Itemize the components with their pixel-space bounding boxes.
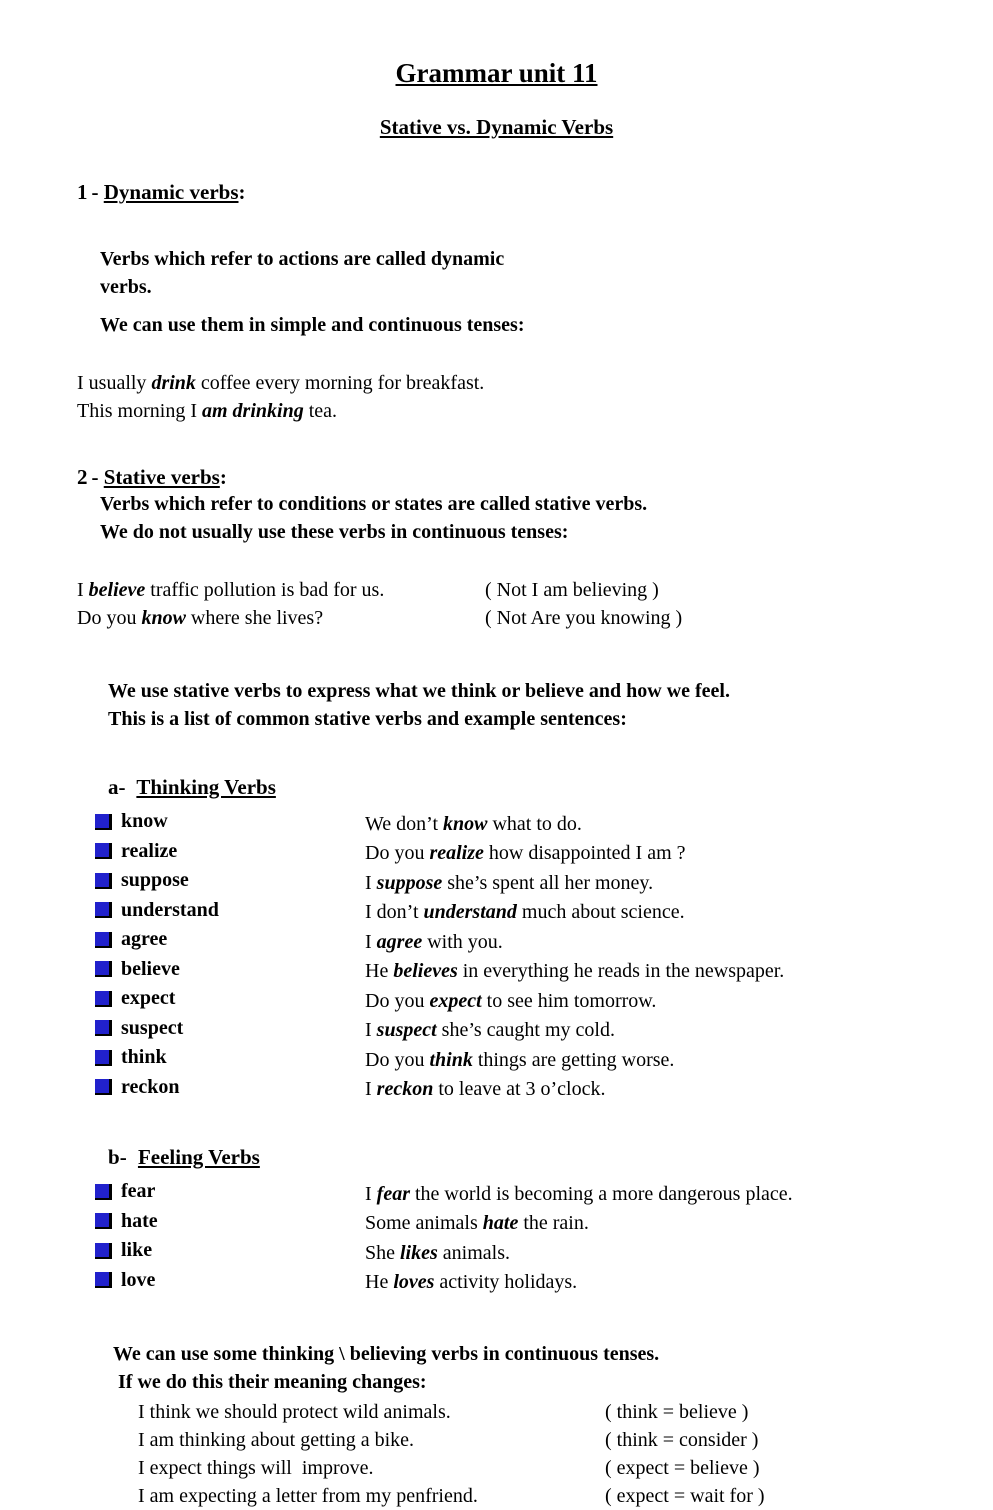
definition-line: We do not usually use these verbs in continuous tenses: bbox=[100, 521, 569, 543]
verb-label: know bbox=[121, 810, 168, 832]
definition-line: We can use them in simple and continuous tenses: bbox=[100, 314, 525, 336]
verb-row bbox=[0, 956, 993, 986]
sentence-post: how disappointed I am ? bbox=[483, 842, 686, 864]
verb-cell bbox=[95, 897, 365, 924]
section-dash: - bbox=[91, 180, 99, 204]
sentence-verb: am drinking bbox=[202, 400, 304, 422]
verb-label: love bbox=[121, 1268, 156, 1291]
bullet-square-icon bbox=[95, 932, 112, 948]
dynamic-examples bbox=[0, 369, 993, 425]
definition-line: Verbs which refer to conditions or states are called stative verbs. bbox=[100, 493, 648, 515]
verb-cell bbox=[95, 1178, 365, 1205]
verb-example bbox=[365, 1210, 993, 1237]
feeling-verbs-heading bbox=[0, 1145, 993, 1170]
verb-cell bbox=[95, 956, 365, 983]
sentence-post: in everything he reads in the newspaper. bbox=[457, 960, 785, 982]
stative-definition bbox=[0, 490, 993, 546]
sentence-verb: suppose bbox=[376, 871, 443, 894]
verb-cell bbox=[95, 985, 365, 1012]
verb-example bbox=[365, 1181, 993, 1208]
verb-example bbox=[365, 840, 993, 867]
sentence-verb: reckon bbox=[376, 1078, 434, 1100]
stative-summary bbox=[0, 677, 993, 733]
bullet-square-icon bbox=[95, 961, 112, 977]
bullet-square-icon bbox=[95, 814, 112, 830]
verb-row bbox=[0, 926, 993, 956]
verb-label: understand bbox=[121, 898, 219, 921]
bullet-square-icon bbox=[95, 1243, 112, 1259]
sentence-verb: loves bbox=[393, 1271, 435, 1293]
continuous-examples bbox=[0, 1398, 993, 1510]
sentence-pre: He bbox=[365, 960, 394, 982]
subsection-title: Thinking Verbs bbox=[136, 775, 276, 799]
sentence-post: where she lives? bbox=[185, 607, 324, 629]
example-sentence: I am thinking about getting a bike. bbox=[138, 1429, 415, 1451]
example-note: ( Not I am believing ) bbox=[485, 579, 659, 601]
subsection-letter: b- bbox=[108, 1145, 127, 1169]
sentence-post: what to do. bbox=[487, 812, 582, 835]
verb-row bbox=[0, 1044, 993, 1074]
example-note: ( think = believe ) bbox=[605, 1401, 749, 1423]
verb-row bbox=[0, 1178, 993, 1208]
example-sentence-row bbox=[138, 1454, 993, 1482]
verb-example bbox=[365, 1076, 993, 1103]
sentence-post: coffee every morning for breakfast. bbox=[195, 372, 485, 394]
sentence-post: to see him tomorrow. bbox=[481, 989, 657, 1012]
sentence-post: much about science. bbox=[516, 901, 685, 923]
verb-cell bbox=[95, 1044, 365, 1071]
sentence-pre: He bbox=[365, 1271, 394, 1293]
doc-title: Grammar unit 11 bbox=[395, 58, 598, 88]
section-number: 1 bbox=[77, 180, 88, 204]
example-note: ( think = consider ) bbox=[605, 1429, 759, 1451]
verb-example bbox=[365, 1047, 993, 1074]
example-sentence-row bbox=[138, 1482, 993, 1510]
verb-label: believe bbox=[121, 957, 180, 980]
sentence-pre: Do you bbox=[77, 607, 142, 629]
sentence-post: the rain. bbox=[518, 1212, 589, 1234]
sentence-verb: understand bbox=[423, 901, 517, 923]
bullet-square-icon bbox=[95, 902, 112, 918]
verb-cell bbox=[95, 1237, 365, 1264]
sentence-verb: believe bbox=[88, 579, 146, 601]
verb-label: hate bbox=[121, 1209, 158, 1232]
sentence-verb: fear bbox=[376, 1182, 410, 1205]
sentence-pre: I bbox=[365, 1078, 377, 1100]
sentence-post: tea. bbox=[303, 400, 338, 422]
example-sentence: I expect things will improve. bbox=[138, 1457, 374, 1479]
bullet-square-icon bbox=[95, 991, 112, 1007]
verb-row bbox=[0, 838, 993, 868]
sentence-verb: know bbox=[141, 607, 186, 629]
bullet-square-icon bbox=[95, 1272, 112, 1288]
feeling-verb-list bbox=[0, 1178, 993, 1296]
section-stative-heading bbox=[0, 465, 993, 490]
sentence-pre: I bbox=[365, 1182, 377, 1205]
verb-row bbox=[0, 867, 993, 897]
sentence-post: activity holidays. bbox=[434, 1271, 578, 1293]
section-colon: : bbox=[238, 180, 246, 204]
verb-row bbox=[0, 897, 993, 927]
sentence-pre: I bbox=[365, 1019, 377, 1041]
sentence-pre: I bbox=[77, 579, 89, 601]
verb-label: think bbox=[121, 1046, 167, 1068]
sentence-pre: I usually bbox=[77, 372, 152, 394]
sentence-verb: think bbox=[429, 1048, 473, 1071]
verb-cell bbox=[95, 838, 365, 865]
sentence-verb: realize bbox=[429, 842, 484, 864]
example-sentence: I think we should protect wild animals. bbox=[138, 1401, 451, 1423]
example-sentence-row bbox=[77, 576, 993, 604]
subsection-letter: a- bbox=[108, 775, 126, 799]
sentence-verb: suspect bbox=[376, 1019, 437, 1041]
verb-row bbox=[0, 985, 993, 1015]
verb-label: agree bbox=[121, 928, 168, 950]
sentence-verb: know bbox=[443, 812, 488, 835]
verb-cell bbox=[95, 1074, 365, 1101]
sentence-verb: drink bbox=[151, 372, 196, 394]
verb-label: reckon bbox=[121, 1075, 180, 1098]
sentence-verb: likes bbox=[400, 1241, 438, 1264]
verb-label: suppose bbox=[121, 869, 189, 891]
thinking-verbs-heading bbox=[0, 775, 993, 800]
sentence-post: traffic pollution is bad for us. bbox=[145, 579, 385, 601]
verb-label: fear bbox=[121, 1180, 156, 1202]
verb-cell bbox=[95, 926, 365, 953]
verb-example bbox=[365, 1017, 993, 1044]
example-note: ( Not Are you knowing ) bbox=[485, 607, 683, 629]
sentence-post: the world is becoming a more dangerous place. bbox=[410, 1182, 793, 1205]
example-sentence bbox=[77, 369, 993, 397]
verb-row bbox=[0, 1267, 993, 1297]
bullet-square-icon bbox=[95, 1184, 112, 1200]
sentence-pre: I don’t bbox=[365, 901, 424, 923]
sentence-pre: We don’t bbox=[365, 812, 444, 835]
summary-line: We use stative verbs to express what we think or believe and how we feel. bbox=[108, 680, 730, 702]
verb-row bbox=[0, 808, 993, 838]
sentence-pre: I bbox=[365, 930, 377, 953]
sentence-pre: She bbox=[365, 1241, 400, 1264]
verb-example bbox=[365, 929, 993, 956]
section-title: Stative verbs bbox=[103, 465, 220, 489]
verb-example bbox=[365, 870, 993, 897]
sentence-post: things are getting worse. bbox=[472, 1048, 675, 1071]
note-line: We can use some thinking \ believing verbs in continuous tenses. bbox=[113, 1343, 660, 1365]
sentence-pre: Do you bbox=[365, 842, 430, 864]
verb-row bbox=[0, 1074, 993, 1104]
sentence-pre: This morning I bbox=[77, 400, 202, 422]
verb-example bbox=[365, 1269, 993, 1296]
bullet-square-icon bbox=[95, 1020, 112, 1036]
section-dash: - bbox=[91, 465, 99, 489]
verb-cell bbox=[95, 1208, 365, 1235]
doc-subtitle: Stative vs. Dynamic Verbs bbox=[379, 115, 614, 139]
section-title: Dynamic verbs bbox=[103, 180, 239, 204]
example-sentence: I am expecting a letter from my penfriend. bbox=[138, 1485, 478, 1507]
sentence-pre: I bbox=[365, 871, 377, 894]
verb-label: realize bbox=[121, 839, 178, 862]
subsection-title: Feeling Verbs bbox=[137, 1145, 260, 1169]
verb-cell bbox=[95, 1015, 365, 1042]
bullet-square-icon bbox=[95, 1050, 112, 1066]
verb-example bbox=[365, 1240, 993, 1267]
verb-row bbox=[0, 1237, 993, 1267]
sentence-post: she’s caught my cold. bbox=[436, 1019, 615, 1041]
example-note: ( expect = wait for ) bbox=[605, 1485, 765, 1507]
bullet-square-icon bbox=[95, 1213, 112, 1229]
note-line: If we do this their meaning changes: bbox=[118, 1371, 427, 1393]
example-sentence bbox=[77, 397, 993, 425]
sentence-verb: expect bbox=[429, 989, 482, 1012]
sentence-post: to leave at 3 o’clock. bbox=[433, 1078, 606, 1100]
example-sentence bbox=[77, 576, 485, 604]
verb-label: like bbox=[121, 1239, 153, 1261]
sentence-verb: believes bbox=[393, 960, 458, 982]
sentence-post: with you. bbox=[422, 930, 503, 953]
sentence-verb: agree bbox=[376, 930, 423, 953]
verb-row bbox=[0, 1208, 993, 1238]
section-colon: : bbox=[219, 465, 227, 489]
bullet-square-icon bbox=[95, 873, 112, 889]
section-number: 2 bbox=[77, 465, 88, 489]
bullet-square-icon bbox=[95, 1079, 112, 1095]
sentence-post: animals. bbox=[437, 1241, 510, 1264]
sentence-post: she’s spent all her money. bbox=[442, 871, 654, 894]
example-sentence-row bbox=[138, 1426, 993, 1454]
verb-row bbox=[0, 1015, 993, 1045]
sentence-pre: Do you bbox=[365, 1048, 430, 1071]
sentence-pre: Some animals bbox=[365, 1212, 483, 1234]
verb-example bbox=[365, 988, 993, 1015]
verb-example bbox=[365, 899, 993, 926]
verb-cell bbox=[95, 1267, 365, 1294]
continuous-note bbox=[0, 1340, 993, 1396]
definition-line: Verbs which refer to actions are called dynamic bbox=[100, 248, 505, 270]
stative-examples bbox=[0, 576, 993, 632]
thinking-verb-list bbox=[0, 808, 993, 1103]
example-sentence bbox=[77, 604, 485, 632]
bullet-square-icon bbox=[95, 843, 112, 859]
dynamic-definition bbox=[0, 245, 993, 339]
verb-cell bbox=[95, 808, 365, 835]
example-sentence-row bbox=[138, 1398, 993, 1426]
sentence-pre: Do you bbox=[365, 989, 430, 1012]
sentence-verb: hate bbox=[482, 1212, 519, 1234]
example-sentence-row bbox=[77, 604, 993, 632]
summary-line: This is a list of common stative verbs and example sentences: bbox=[108, 708, 627, 730]
verb-label: suspect bbox=[121, 1016, 184, 1039]
verb-example bbox=[365, 811, 993, 838]
verb-cell bbox=[95, 867, 365, 894]
section-dynamic-heading bbox=[0, 180, 993, 205]
example-note: ( expect = believe ) bbox=[605, 1457, 760, 1479]
definition-line: verbs. bbox=[100, 276, 152, 298]
verb-example bbox=[365, 958, 993, 985]
verb-label: expect bbox=[121, 987, 176, 1009]
